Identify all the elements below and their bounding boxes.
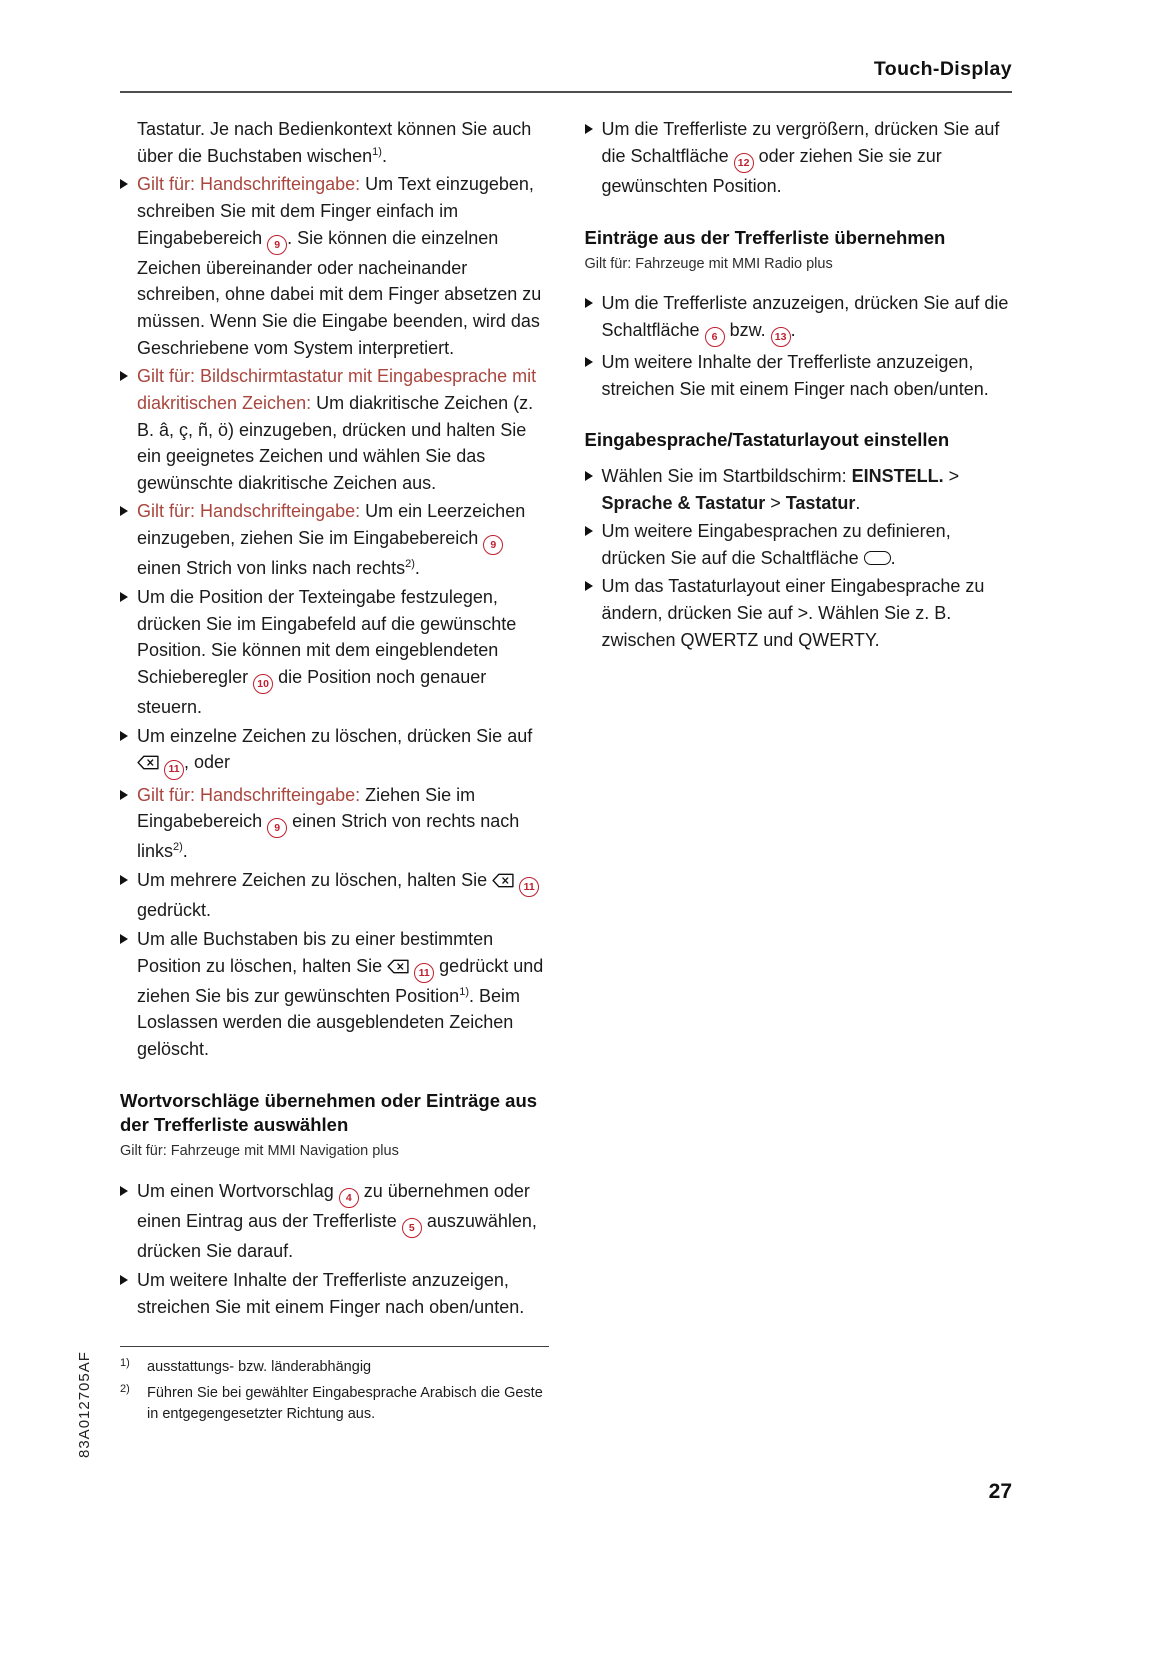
footnote [120, 1357, 549, 1378]
bullet-text [602, 576, 985, 649]
callout-number: 13 [771, 327, 791, 347]
callout-number: 11 [414, 963, 434, 983]
text-run: Tastatur. Je nach Bedienkontext können Sie auch über die Buchstaben wischen [137, 119, 532, 166]
text-run: auszuwählen, drücken Sie darauf. [137, 1211, 537, 1262]
bullet-item [585, 518, 1013, 571]
bullet-text [137, 587, 516, 717]
menu-path-item: Sprache & Tastatur [601, 492, 766, 513]
bullet-text [602, 352, 989, 399]
bullet-arrow-icon [120, 1186, 128, 1196]
text-run: bzw. [724, 319, 771, 340]
text-run: gedrückt. [137, 900, 212, 921]
bullet-arrow-icon [120, 1275, 128, 1285]
bullet-arrow-icon [585, 357, 593, 367]
text-run: . Sie können die einzelnen Zeichen übereinander oder nacheinander schreiben, ohne dabei mit dem Finger absetzen zu müssen. Wenn Sie die Eingabe beenden, wird das Geschriebene vom System interpretiert. [137, 227, 542, 358]
text-run: gedrückt und ziehen Sie bis zur gewünschten Position [137, 955, 544, 1006]
text-run: , oder [184, 752, 231, 773]
bullet-arrow-icon [585, 298, 593, 308]
bullet-arrow-icon [585, 581, 593, 591]
bullet-text [137, 785, 519, 862]
callout-number: 12 [734, 153, 754, 173]
text-run: einen Strich von rechts nach links [137, 811, 520, 862]
bullet-item [120, 1267, 548, 1320]
callout-number: 9 [267, 818, 287, 838]
bullet-arrow-icon [120, 875, 128, 885]
bullet-arrow-icon [120, 179, 128, 189]
document-code: 83A012705AF [76, 1351, 93, 1458]
bullet-text [137, 725, 533, 776]
bullet-text [137, 1181, 537, 1262]
backspace-icon [387, 953, 409, 980]
keyboard-icon [864, 551, 891, 565]
text-run: . [381, 145, 387, 166]
bullet-item [120, 498, 548, 582]
bullet-arrow-icon [120, 790, 128, 800]
paragraph [120, 116, 548, 169]
text-run: Um weitere Inhalte der Trefferliste anzuzeigen, streichen Sie mit einem Finger nach oben/unten. [137, 1270, 525, 1317]
bullet-text [602, 521, 951, 568]
callout-number: 11 [164, 760, 184, 780]
callout-number: 6 [705, 327, 725, 347]
text-run: > [943, 465, 960, 486]
left-column [120, 116, 548, 1322]
text-run: > [765, 492, 786, 513]
text-run: . [790, 319, 796, 340]
bullet-text [602, 466, 960, 513]
bullet-arrow-icon [120, 934, 128, 944]
footnote-marker: 2) [120, 1383, 130, 1396]
bullet-text [602, 119, 1000, 196]
bullet-arrow-icon [120, 731, 128, 741]
bullet-item [585, 349, 1013, 402]
text-run: . [855, 492, 861, 513]
text-run: Um weitere Eingabesprachen zu definieren, drücken Sie auf die Schaltfläche [601, 521, 951, 568]
text-run: Um mehrere Zeichen zu löschen, halten Sie [137, 870, 493, 890]
footnote-text: ausstattungs- bzw. länderabhängig [147, 1359, 372, 1375]
bullet-item [120, 782, 548, 866]
bullet-arrow-icon [120, 371, 128, 381]
applies-note: Gilt für: Fahrzeuge mit MMI Radio plus [584, 255, 833, 272]
footnote-ref: 1) [459, 985, 469, 998]
bullet-text [137, 1270, 524, 1317]
page-header [120, 58, 1012, 93]
callout-number: 9 [483, 535, 503, 555]
right-column [585, 116, 1013, 655]
text-run: Um alle Buchstaben bis zu einer bestimmten Position zu löschen, halten Sie [137, 928, 494, 976]
bullet-text [601, 293, 1009, 343]
footnote-divider [120, 1346, 549, 1347]
bullet-text [137, 174, 541, 357]
text-run: Um einzelne Zeichen zu löschen, drücken Sie auf [137, 725, 533, 746]
content-columns [120, 116, 1012, 1322]
text-run: die Position noch genauer steuern. [137, 666, 487, 717]
text-run: . [182, 841, 188, 862]
bullet-item [120, 1178, 548, 1265]
text-run: Um weitere Inhalte der Trefferliste anzuzeigen, streichen Sie mit einem Finger nach oben/unten. [601, 352, 989, 399]
bullet-item [585, 573, 1013, 653]
applies-note: Gilt für: Fahrzeuge mit MMI Navigation plus [120, 1143, 399, 1160]
text-run: einen Strich von links nach rechts [137, 558, 406, 579]
text-run: Ziehen Sie im Eingabebereich [137, 784, 476, 832]
page-header-title: Touch-Display [873, 58, 1012, 80]
bullet-item [120, 171, 548, 361]
text-run: Wählen Sie im Startbildschirm: [601, 465, 852, 486]
text-run: Um einen Wortvorschlag [137, 1180, 339, 1201]
text-run: Um ein Leerzeichen einzugeben, ziehen Sie im Eingabebereich [137, 501, 526, 548]
footnote-text: Führen Sie bei gewählter Eingabesprache Arabisch die Geste in entgegengesetzter Richtung aus. [147, 1385, 543, 1423]
bullet-arrow-icon [585, 471, 593, 481]
bullet-item [120, 926, 548, 1063]
bullet-arrow-icon [120, 592, 128, 602]
bullet-arrow-icon [120, 506, 128, 516]
applies-inline-label: Gilt für: Handschrifteingabe: [137, 501, 366, 522]
text-run: Um das Tastaturlayout einer Eingabesprache zu ändern, drücken Sie auf >. Wählen Sie z. B. zwischen QWERTZ und QWERTY. [601, 576, 985, 650]
text-run: Um die Trefferliste zu vergrößern, drücken Sie auf die Schaltfläche [601, 119, 1000, 166]
bullet-item [585, 116, 1013, 200]
footnote-ref: 2) [173, 841, 183, 854]
backspace-icon [492, 867, 514, 894]
callout-number: 5 [402, 1218, 422, 1238]
text-run: Um Text einzugeben, schreiben Sie mit dem Finger einfach im Eingabebereich [137, 174, 534, 248]
text-run: . [890, 547, 896, 568]
text-run: Um die Position der Texteingabe festzulegen, drücken Sie im Eingabefeld auf die gewünschte Position. Sie können mit dem eingeblendeten Schieberegler [137, 586, 517, 687]
bullet-item [120, 363, 548, 496]
callout-number: 11 [519, 877, 539, 897]
footnote-ref: 1) [372, 145, 382, 158]
section-heading: Einträge aus der Trefferliste übernehmen [584, 226, 946, 248]
text-run: . [414, 558, 420, 579]
applies-inline-label: Gilt für: Handschrifteingabe: [137, 174, 366, 195]
section-heading: Wortvorschläge übernehmen oder Einträge aus der Trefferliste auswählen [120, 1089, 538, 1136]
backspace-icon [137, 749, 159, 776]
footnotes [120, 1346, 549, 1430]
text-run: zu übernehmen oder einen Eintrag aus der Trefferliste [137, 1180, 530, 1232]
text-run: Um diakritische Zeichen (z. B. â, ç, ñ, ö) einzugeben, drücken und halten Sie ein geeignetes Zeichen und wählen Sie das gewünschte diakritische Zeichen aus. [137, 392, 534, 493]
bullet-arrow-icon [585, 124, 593, 134]
menu-path-item: EINSTELL. [851, 465, 944, 486]
bullet-item [120, 723, 548, 780]
callout-number: 10 [253, 674, 273, 694]
bullet-item [585, 463, 1013, 516]
callout-number: 4 [339, 1188, 359, 1208]
bullet-arrow-icon [585, 526, 593, 536]
applies-inline-label: Gilt für: Handschrifteingabe: [137, 784, 366, 805]
bullet-text [137, 366, 536, 493]
bullet-text [137, 929, 543, 1059]
page-number: 27 [988, 1480, 1012, 1503]
footnote-marker: 1) [120, 1357, 130, 1369]
footnote [120, 1383, 549, 1425]
text-run: Um die Trefferliste anzuzeigen, drücken Sie auf die Schaltfläche [601, 293, 1009, 340]
footnote-ref: 2) [405, 558, 415, 571]
section-heading: Eingabesprache/Tastaturlayout einstellen [584, 429, 950, 451]
bullet-item [120, 584, 548, 721]
applies-inline-label: Gilt für: Bildschirmtastatur mit Eingabesprache mit diakritischen Zeichen: [137, 366, 537, 413]
text-run: oder ziehen Sie sie zur gewünschten Position. [601, 145, 942, 196]
text-run: . Beim Loslassen werden die ausgeblendeten Zeichen gelöscht. [137, 985, 520, 1059]
callout-number: 9 [267, 235, 287, 255]
bullet-item [585, 290, 1013, 347]
bullet-text [137, 870, 539, 920]
bullet-item [120, 867, 548, 924]
menu-path-item: Tastatur [785, 492, 856, 513]
bullet-text [137, 501, 525, 578]
